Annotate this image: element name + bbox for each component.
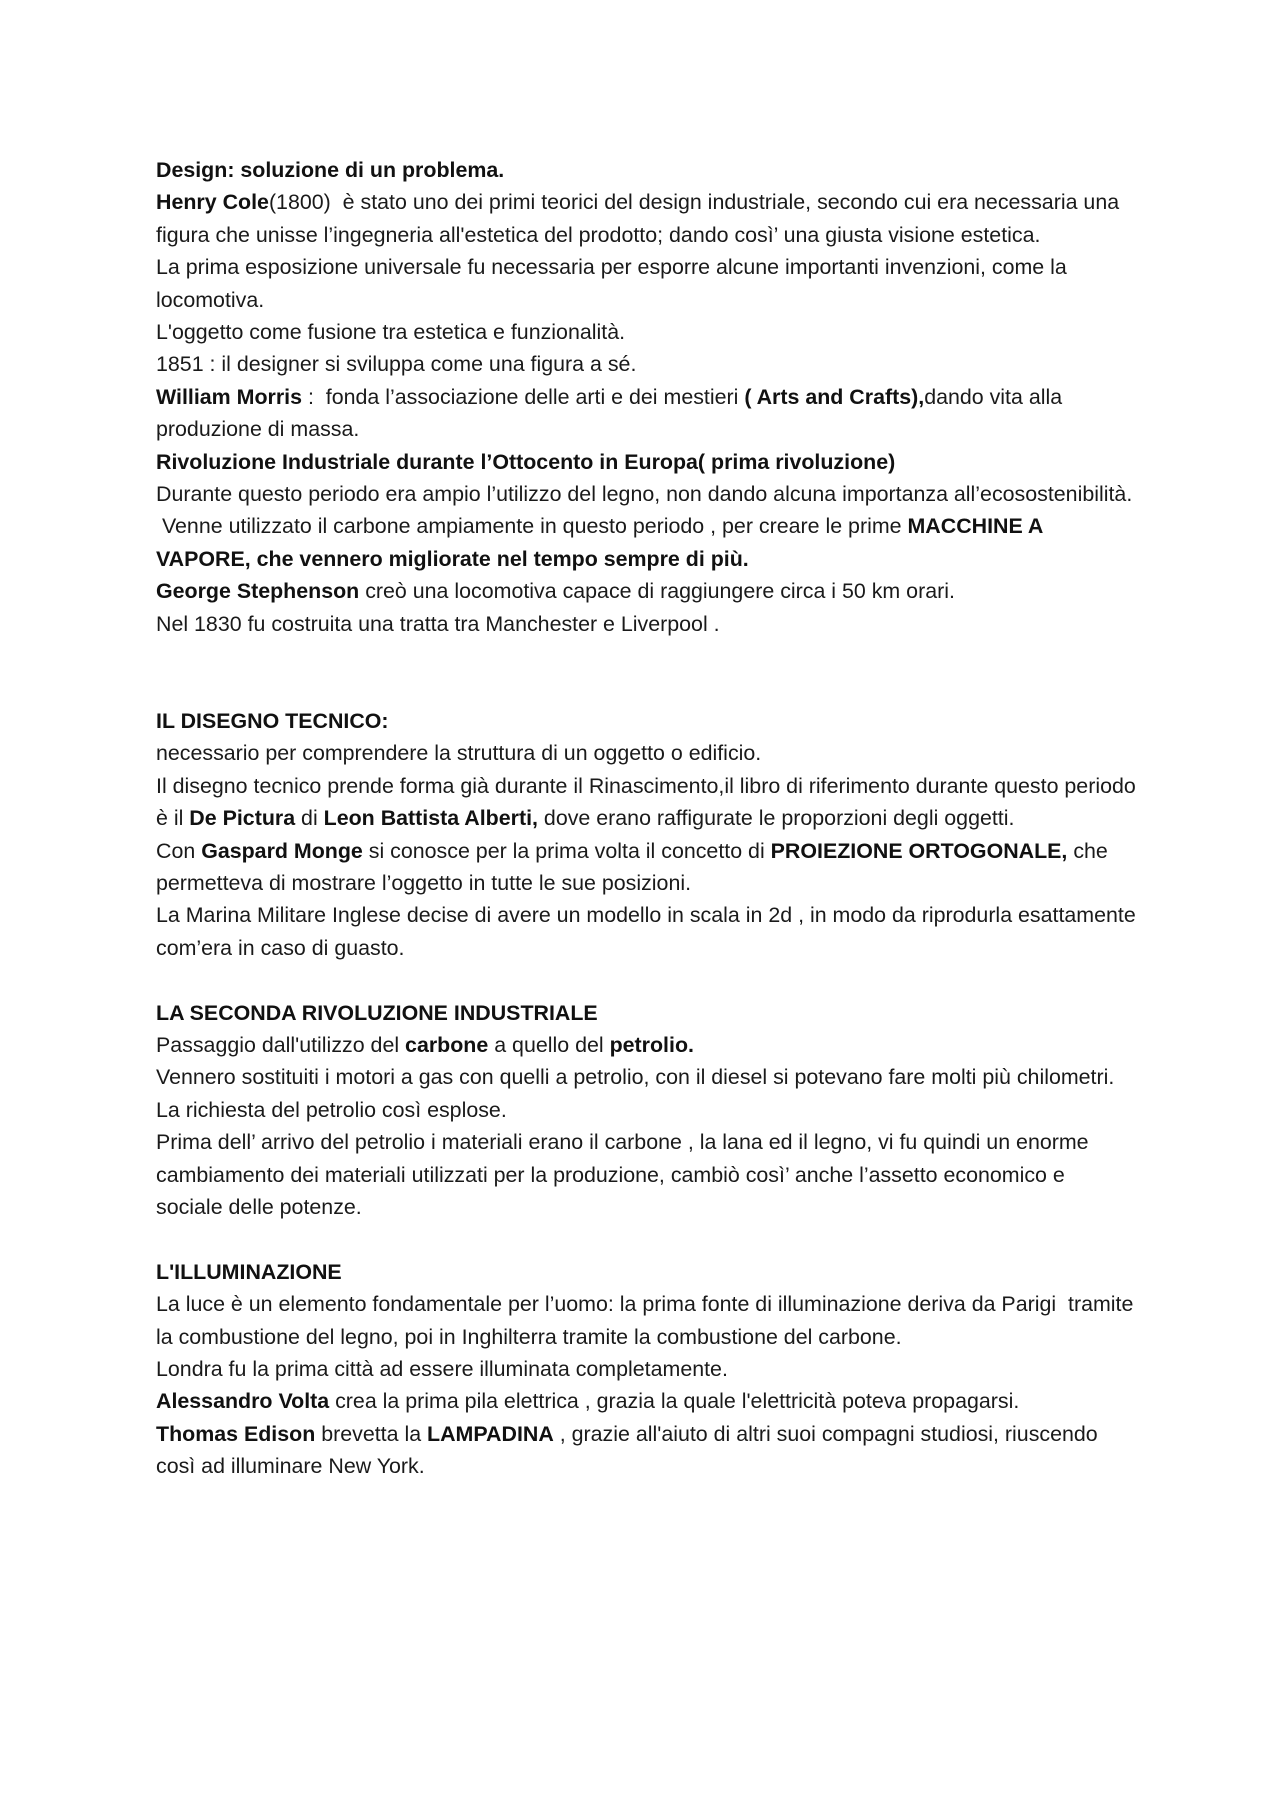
- word-lampadina: LAMPADINA: [427, 1421, 554, 1446]
- paragraph-oggetto: L'oggetto come fusione tra estetica e funzionalità.: [156, 320, 626, 345]
- name-alessandro-volta: Alessandro Volta: [156, 1389, 330, 1414]
- paragraph-edison: Thomas Edison brevetta la LAMPADINA , grazie all'aiuto di altri suoi compagni studiosi, riuscendo così ad illuminare New York.: [156, 1421, 1104, 1479]
- paragraph-carbone: Venne utilizzato il carbone ampiamente in questo periodo , per creare le prime MACCHINE A VAPORE, che vennero migliorate nel tempo sempre di più.: [156, 514, 1049, 571]
- de-pictura: De Pictura: [189, 806, 296, 831]
- seconda-rivoluzione-heading: LA SECONDA RIVOLUZIONE INDUSTRIALE: [156, 1000, 598, 1025]
- paragraph-disegno-intro: necessario per comprendere la struttura di un oggetto o edificio.: [156, 741, 762, 766]
- paragraph-1851: 1851 : il designer si sviluppa come una figura a sé.: [156, 352, 637, 377]
- paragraph-stephenson: George Stephenson creò una locomotiva capace di raggiungere circa i 50 km orari.: [156, 579, 955, 604]
- spacer: [156, 672, 1136, 704]
- proiezione-ortogonale: PROIEZIONE ORTOGONALE,: [770, 838, 1068, 863]
- paragraph-passaggio: Passaggio dall'utilizzo del carbone a quello del petrolio.: [156, 1032, 694, 1057]
- word-carbone: carbone: [405, 1032, 489, 1057]
- spacer: [156, 1223, 1136, 1255]
- disegno-tecnico-heading: IL DISEGNO TECNICO:: [156, 708, 389, 733]
- macchine-a-vapore: MACCHINE A VAPORE, che vennero migliorate nel tempo sempre di più.: [156, 514, 1049, 571]
- paragraph-legno: Durante questo periodo era ampio l’utilizzo del legno, non dando alcuna importanza all’ecosostenibilità.: [156, 482, 1133, 507]
- paragraph-motori: Vennero sostituiti i motori a gas con quelli a petrolio, con il diesel si potevano fare molti più chilometri.: [156, 1065, 1115, 1090]
- paragraph-marina: La Marina Militare Inglese decise di avere un modello in scala in 2d , in modo da riprodurla esattamente com’era in caso di guasto.: [156, 903, 1142, 960]
- paragraph-luce: La luce è un elemento fondamentale per l’uomo: la prima fonte di illuminazione deriva da Parigi tramite la combustione del legno, poi in Inghilterra tramite la combustione del carbone.: [156, 1292, 1140, 1349]
- word-petrolio: petrolio.: [609, 1032, 694, 1057]
- paragraph-materiali: Prima dell’ arrivo del petrolio i materiali erano il carbone , la lana ed il legno, vi fu quindi un enorme cambiamento dei materiali utilizzati per la produzione, cambiò così’ anche l’assetto economico e sociale delle potenze.: [156, 1130, 1095, 1219]
- name-henry-cole: Henry Cole: [156, 190, 269, 215]
- paragraph-tratta: Nel 1830 fu costruita una tratta tra Manchester e Liverpool .: [156, 611, 720, 636]
- arts-and-crafts: ( Arts and Crafts),: [744, 384, 925, 409]
- paragraph-esposizione: La prima esposizione universale fu necessaria per esporre alcune importanti invenzioni, come la locomotiva.: [156, 255, 1073, 312]
- paragraph-rinascimento: Il disegno tecnico prende forma già durante il Rinascimento,il libro di riferimento durante questo periodo è il De Pictura di Leon Battista Alberti, dove erano raffigurate le proporzioni degli oggetti.: [156, 773, 1142, 831]
- paragraph-volta: Alessandro Volta crea la prima pila elettrica , grazia la quale l'elettricità poteva propagarsi.: [156, 1389, 1020, 1414]
- name-george-stephenson: George Stephenson: [156, 579, 360, 604]
- document-body: [156, 154, 1142, 1483]
- paragraph-william-morris: William Morris : fonda l’associazione delle arti e dei mestieri ( Arts and Crafts),dando vita alla produzione di massa.: [156, 384, 1069, 442]
- spacer: [156, 964, 1136, 996]
- paragraph-londra: Londra fu la prima città ad essere illuminata completamente.: [156, 1356, 728, 1381]
- spacer: [156, 640, 1136, 672]
- name-william-morris: William Morris: [156, 384, 303, 409]
- name-thomas-edison: Thomas Edison: [156, 1421, 316, 1446]
- rivoluzione-heading: Rivoluzione Industriale durante l’Ottocento in Europa( prima rivoluzione): [156, 449, 896, 474]
- paragraph-henry-cole: Henry Cole(1800) è stato uno dei primi teorici del design industriale, secondo cui era necessaria una figura che unisse l’ingegneria all'estetica del prodotto; dando così’ una giusta visione estetica.: [156, 190, 1126, 247]
- design-heading: Design: soluzione di un problema.: [156, 158, 505, 182]
- illuminazione-heading: L'ILLUMINAZIONE: [156, 1259, 342, 1284]
- name-gaspard-monge: Gaspard Monge: [201, 838, 363, 863]
- paragraph-monge: Con Gaspard Monge si conosce per la prima volta il concetto di PROIEZIONE ORTOGONALE, che permetteva di mostrare l’oggetto in tutte le sue posizioni.: [156, 838, 1114, 895]
- name-leon-battista-alberti: Leon Battista Alberti,: [323, 806, 538, 831]
- paragraph-richiesta: La richiesta del petrolio così esplose.: [156, 1097, 507, 1122]
